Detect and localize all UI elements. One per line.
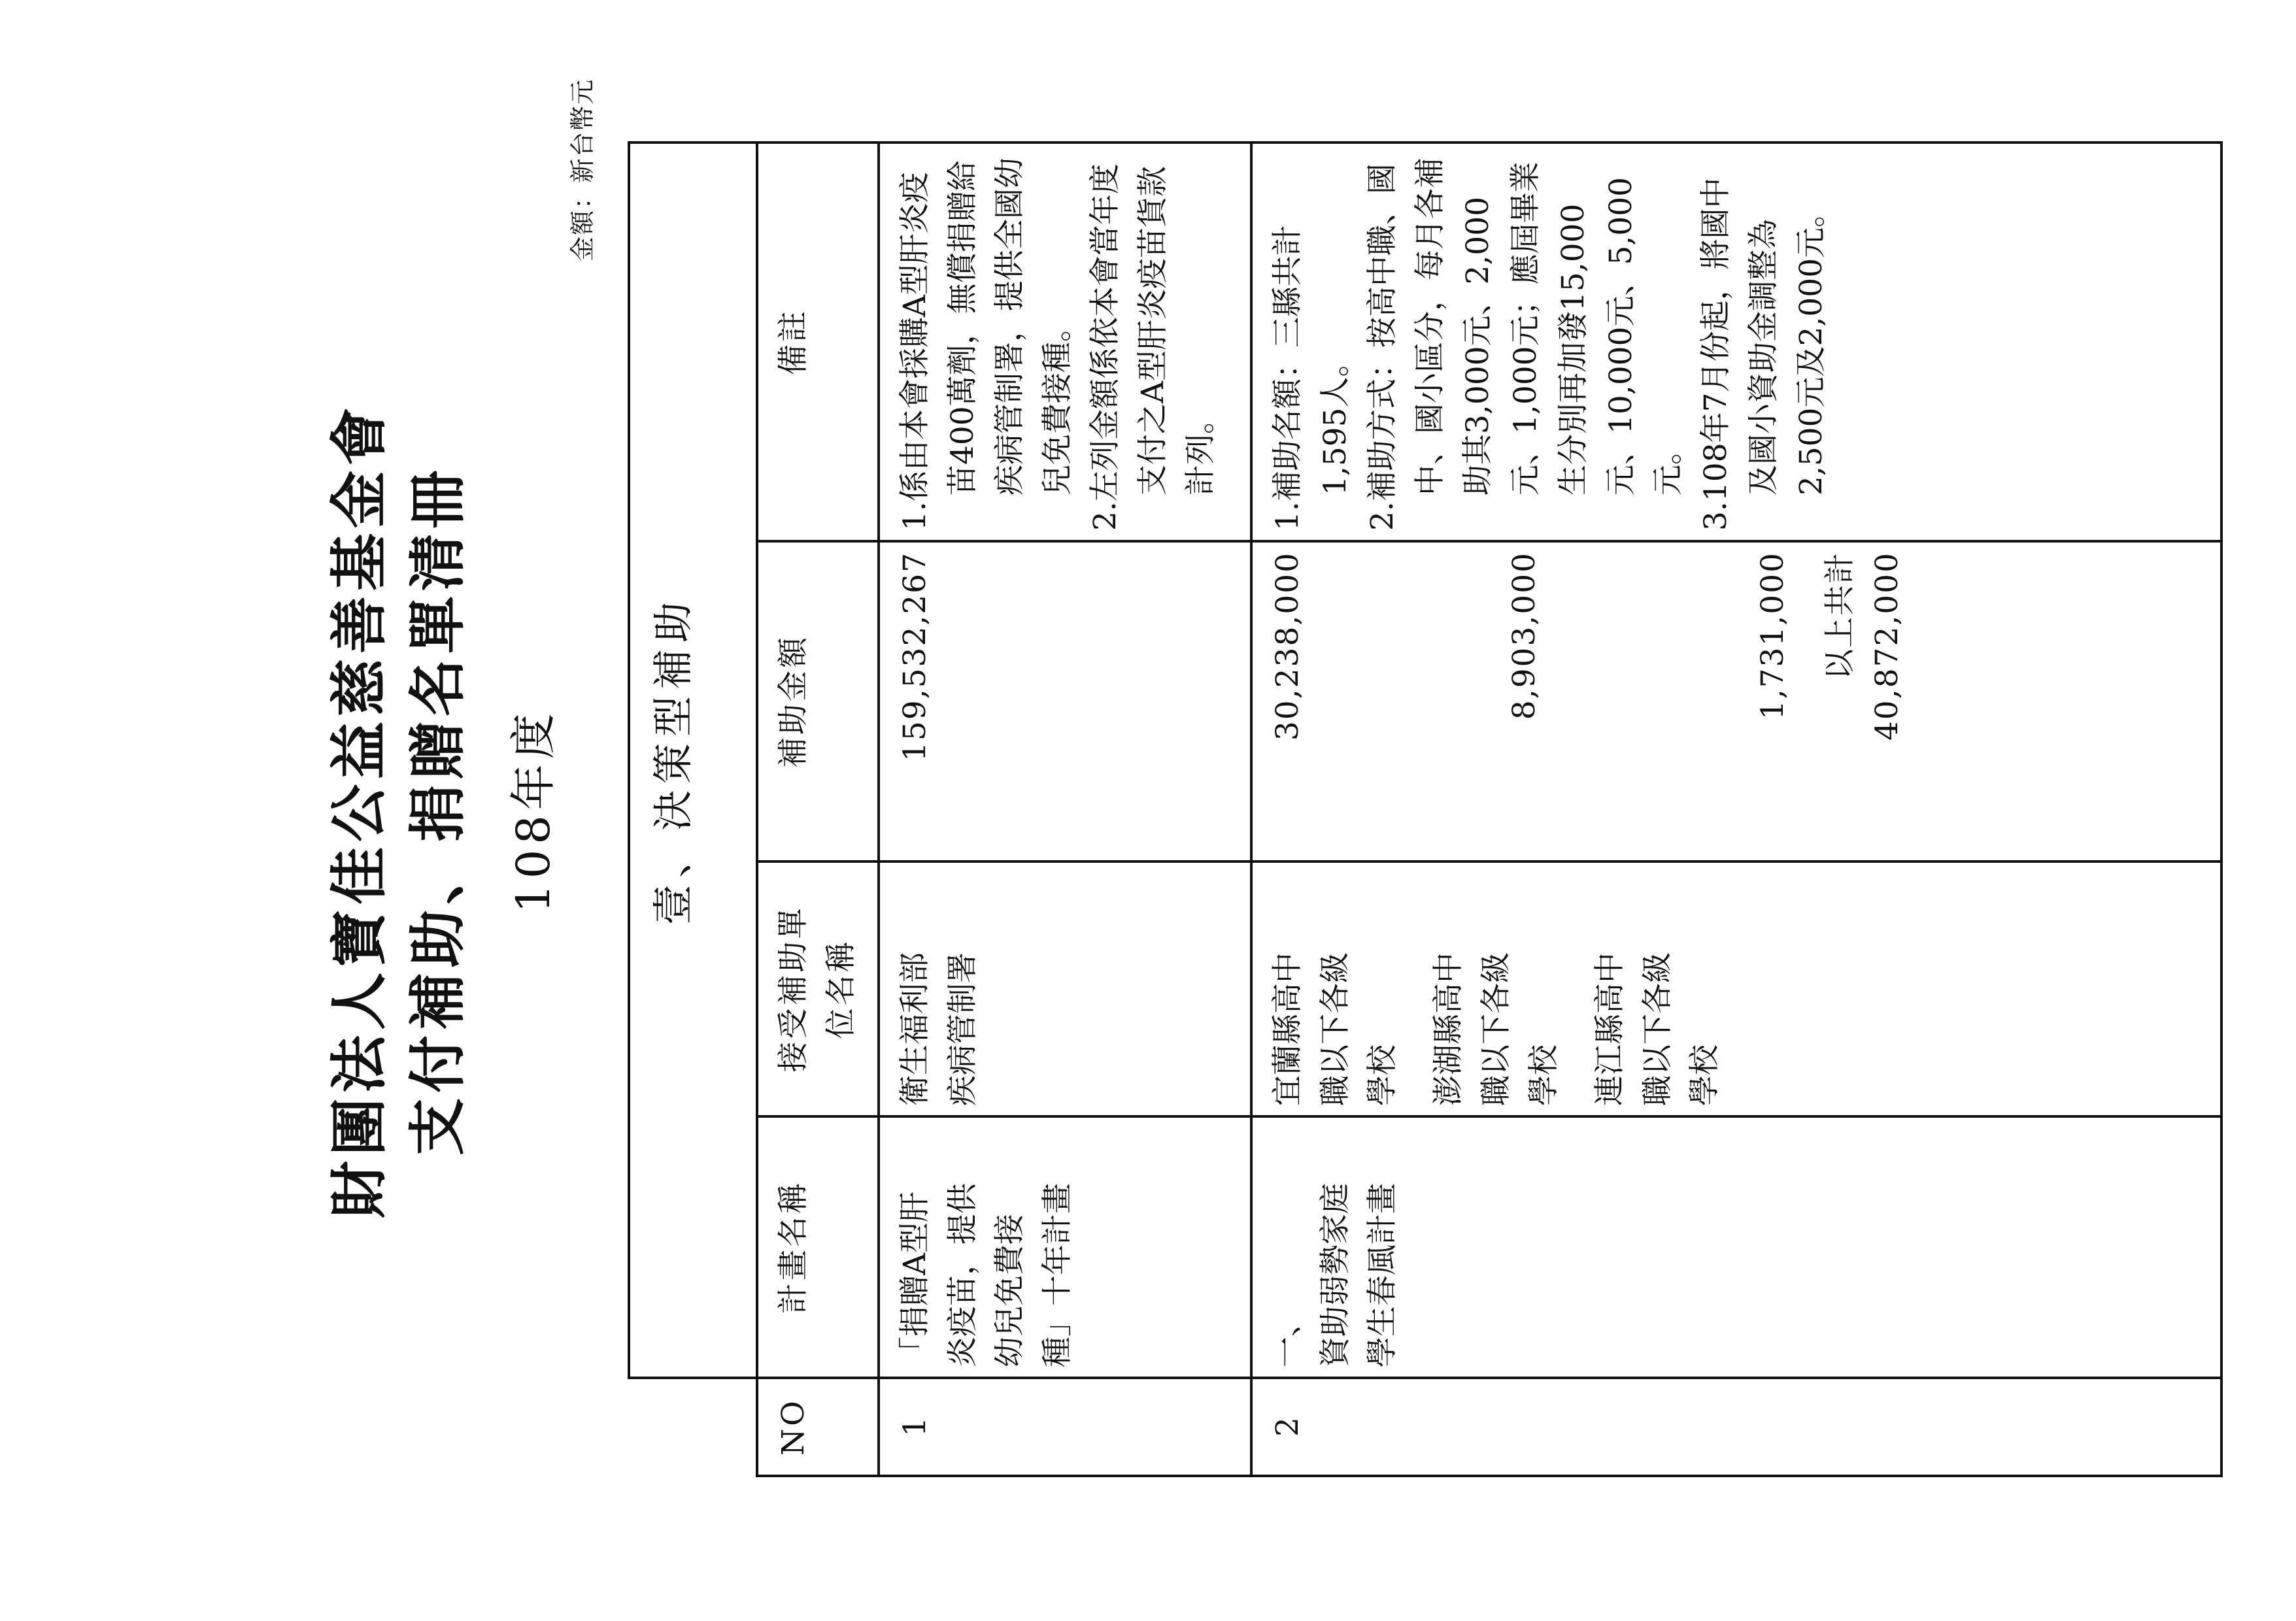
recipient-name [1264, 872, 1408, 1106]
col-header-recipient [757, 861, 879, 1116]
recipient-name [1587, 872, 1730, 1106]
plan-name-line: 學生春風計畫 [1364, 1183, 1401, 1367]
plan-name-line: 幼兒免費接 [992, 1214, 1028, 1367]
grant-amount: 8,903,000 [1506, 552, 1542, 720]
currency-unit-note: 金額：新台幣元 [568, 78, 597, 261]
plan-name-line: 資助弱勢家庭 [1317, 1183, 1353, 1367]
recipient-line: 學校 [1525, 1044, 1562, 1106]
recipient-line: 疾病管制署 [944, 952, 981, 1106]
remarks [1251, 142, 2221, 541]
remark-item: 3.108年7月份起，將國中及國小資助金調整為2,500元及2,000元。 [1698, 177, 1829, 531]
section-title: 壹、決策型補助 [629, 142, 757, 1378]
grant-amount: 1,731,000 [1754, 552, 1791, 720]
row-number: 2 [1251, 1378, 2221, 1476]
table-row [1251, 142, 2221, 1476]
remark-item: 2.補助方式：按高中職、國中、國小區分，每月各補助其3,000元、2,000元、1,000元；應屆畢業生分別再加發15,000元、10,000元、5,000元。 [1364, 158, 1687, 531]
document-title-line2: 支付補助、捐贈名單清冊 [403, 465, 471, 1156]
col-header-plan: 計畫名稱 [757, 1116, 879, 1378]
recipient-list [1251, 861, 2221, 1116]
plan-name-line: 種」十年計畫 [1039, 1183, 1076, 1367]
column-header-row [757, 142, 879, 1476]
grant-amount: 159,532,267 [879, 541, 1251, 861]
grant-amounts [1251, 541, 2221, 861]
recipient-line: 連江縣高中 [1591, 952, 1628, 1106]
row-number: 1 [879, 1378, 1251, 1476]
recipient-line: 職以下各級 [1639, 952, 1676, 1106]
remark-item: 2.左列金額係依本會當年度支付之A型肝炎疫苗貨款計列。 [1087, 163, 1219, 531]
recipient-name [879, 861, 1251, 1116]
col-header-amount: 補助金額 [757, 541, 879, 861]
recipient-line: 宜蘭縣高中 [1269, 952, 1306, 1106]
remarks [879, 142, 1251, 541]
recipient-line: 學校 [1364, 1044, 1401, 1106]
grant-table [628, 141, 2223, 1477]
document-title-line1: 財團法人寶佳公益慈善基金會 [325, 403, 393, 1219]
plan-name-line: 一、 [1269, 1306, 1306, 1367]
col-header-recipient-line1: 接受補助單 [775, 905, 812, 1073]
total-amount: 40,872,000 [1869, 552, 1906, 741]
col-header-no: NO [757, 1378, 879, 1476]
recipient-line: 職以下各級 [1478, 952, 1515, 1106]
plan-name [1251, 1116, 2221, 1378]
col-header-note: 備註 [757, 142, 879, 541]
remark-item: 1.係由本會採購A型肝炎疫苗400萬劑，無償捐贈給疾病管制署，提供全國幼兒免費接種。 [896, 158, 1076, 531]
recipient-line: 職以下各級 [1317, 952, 1353, 1106]
plan-name [879, 1116, 1251, 1378]
table-row [879, 142, 1251, 1476]
recipient-name [1425, 872, 1568, 1106]
col-header-recipient-line2: 位名稱 [822, 939, 859, 1039]
recipient-line: 學校 [1687, 1044, 1723, 1106]
remark-item: 1.補助名額：三縣共計1,595人。 [1269, 225, 1353, 531]
total-label: 以上共計 [1821, 552, 1858, 680]
plan-name-line: 炎疫苗，提供 [944, 1183, 981, 1367]
recipient-line: 衛生福利部 [896, 952, 933, 1106]
recipient-line: 澎湖縣高中 [1430, 952, 1467, 1106]
section-header-row [629, 142, 757, 1476]
document-year: 108年度 [507, 708, 560, 913]
grant-amount: 30,238,000 [1269, 552, 1306, 741]
plan-name-line: 「捐贈A型肝 [896, 1192, 933, 1367]
